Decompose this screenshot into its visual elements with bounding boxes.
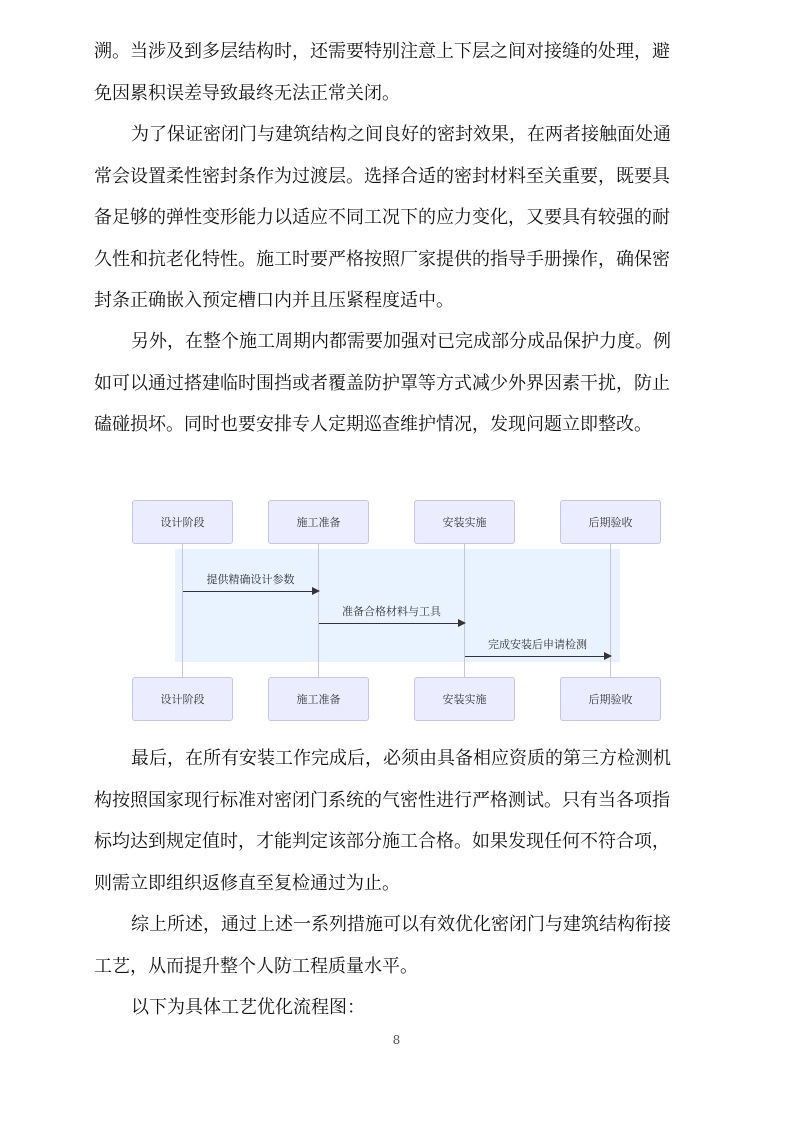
actor-installation-bottom: 安装实施 bbox=[414, 677, 515, 721]
paragraph-joint-handling bbox=[94, 31, 694, 114]
text-line: 如可以通过搭建临时围挡或者覆盖防护罩等方式减少外界因素干扰，防止 bbox=[94, 372, 670, 394]
message-label-3: 完成安装后申请检测 bbox=[488, 638, 587, 651]
text-line: 工艺，从而提升整个人防工程质量水平。 bbox=[94, 955, 418, 977]
text-line: 构按照国家现行标准对密闭门系统的气密性进行严格测试。只有当各项指 bbox=[94, 789, 670, 811]
actor-preparation-top: 施工准备 bbox=[268, 500, 369, 544]
text-line: 为了保证密闭门与建筑结构之间良好的密封效果，在两者接触面处通 bbox=[131, 124, 671, 145]
text-line: 最后，在所有安装工作完成后，必须由具备相应资质的第三方检测机 bbox=[131, 748, 671, 769]
text-line: 免因累积误差导致最终无法正常关闭。 bbox=[94, 82, 400, 104]
lifeline-design bbox=[182, 539, 183, 677]
message-label-2: 准备合格材料与工具 bbox=[342, 605, 441, 618]
text-line: 则需立即组织返修直至复检通过为止。 bbox=[94, 872, 400, 894]
actor-design-bottom: 设计阶段 bbox=[132, 677, 233, 721]
paragraph-summary bbox=[94, 904, 694, 987]
text-line: 磕碰损坏。同时也要安排专人定期巡查维护情况，发现问题立即整改。 bbox=[94, 414, 652, 435]
text-line: 另外，在整个施工周期内都需要加强对已完成部分成品保护力度。例 bbox=[131, 331, 671, 352]
text-line: 封条正确嵌入预定槽口内并且压紧程度适中。 bbox=[94, 290, 454, 311]
sequence-diagram bbox=[125, 495, 670, 725]
paragraph-flowchart-intro bbox=[94, 987, 694, 1029]
paragraph-final-inspection bbox=[94, 738, 694, 904]
page-number: 8 bbox=[392, 1033, 401, 1047]
text-line: 以下为具体工艺优化流程图： bbox=[131, 997, 365, 1018]
actor-installation-top: 安装实施 bbox=[414, 500, 515, 544]
message-arrow-2 bbox=[319, 623, 464, 624]
text-line: 标均达到规定值时，才能判定该部分施工合格。如果发现任何不符合项， bbox=[94, 831, 670, 852]
paragraph-product-protection bbox=[94, 321, 694, 446]
text-line: 常会设置柔性密封条作为过渡层。选择合适的密封材料至关重要，既要具 bbox=[94, 165, 670, 187]
message-label-1: 提供精确设计参数 bbox=[206, 573, 295, 586]
actor-design-top: 设计阶段 bbox=[132, 500, 233, 544]
text-line: 溯。当涉及到多层结构时，还需要特别注意上下层之间对接缝的处理，避 bbox=[94, 41, 670, 62]
text-line: 备足够的弹性变形能力以适应不同工况下的应力变化，又要具有较强的耐 bbox=[94, 207, 670, 228]
actor-preparation-bottom: 施工准备 bbox=[268, 677, 369, 721]
actor-acceptance-top: 后期验收 bbox=[560, 500, 661, 544]
message-arrow-3 bbox=[465, 656, 610, 657]
text-line: 久性和抗老化特性。施工时要严格按照厂家提供的指导手册操作，确保密 bbox=[94, 248, 670, 270]
text-line: 综上所述，通过上述一系列措施可以有效优化密闭门与建筑结构衔接 bbox=[131, 914, 671, 935]
paragraph-sealing-strip bbox=[94, 114, 694, 322]
actor-acceptance-bottom: 后期验收 bbox=[560, 677, 661, 721]
message-arrow-1 bbox=[183, 591, 318, 592]
